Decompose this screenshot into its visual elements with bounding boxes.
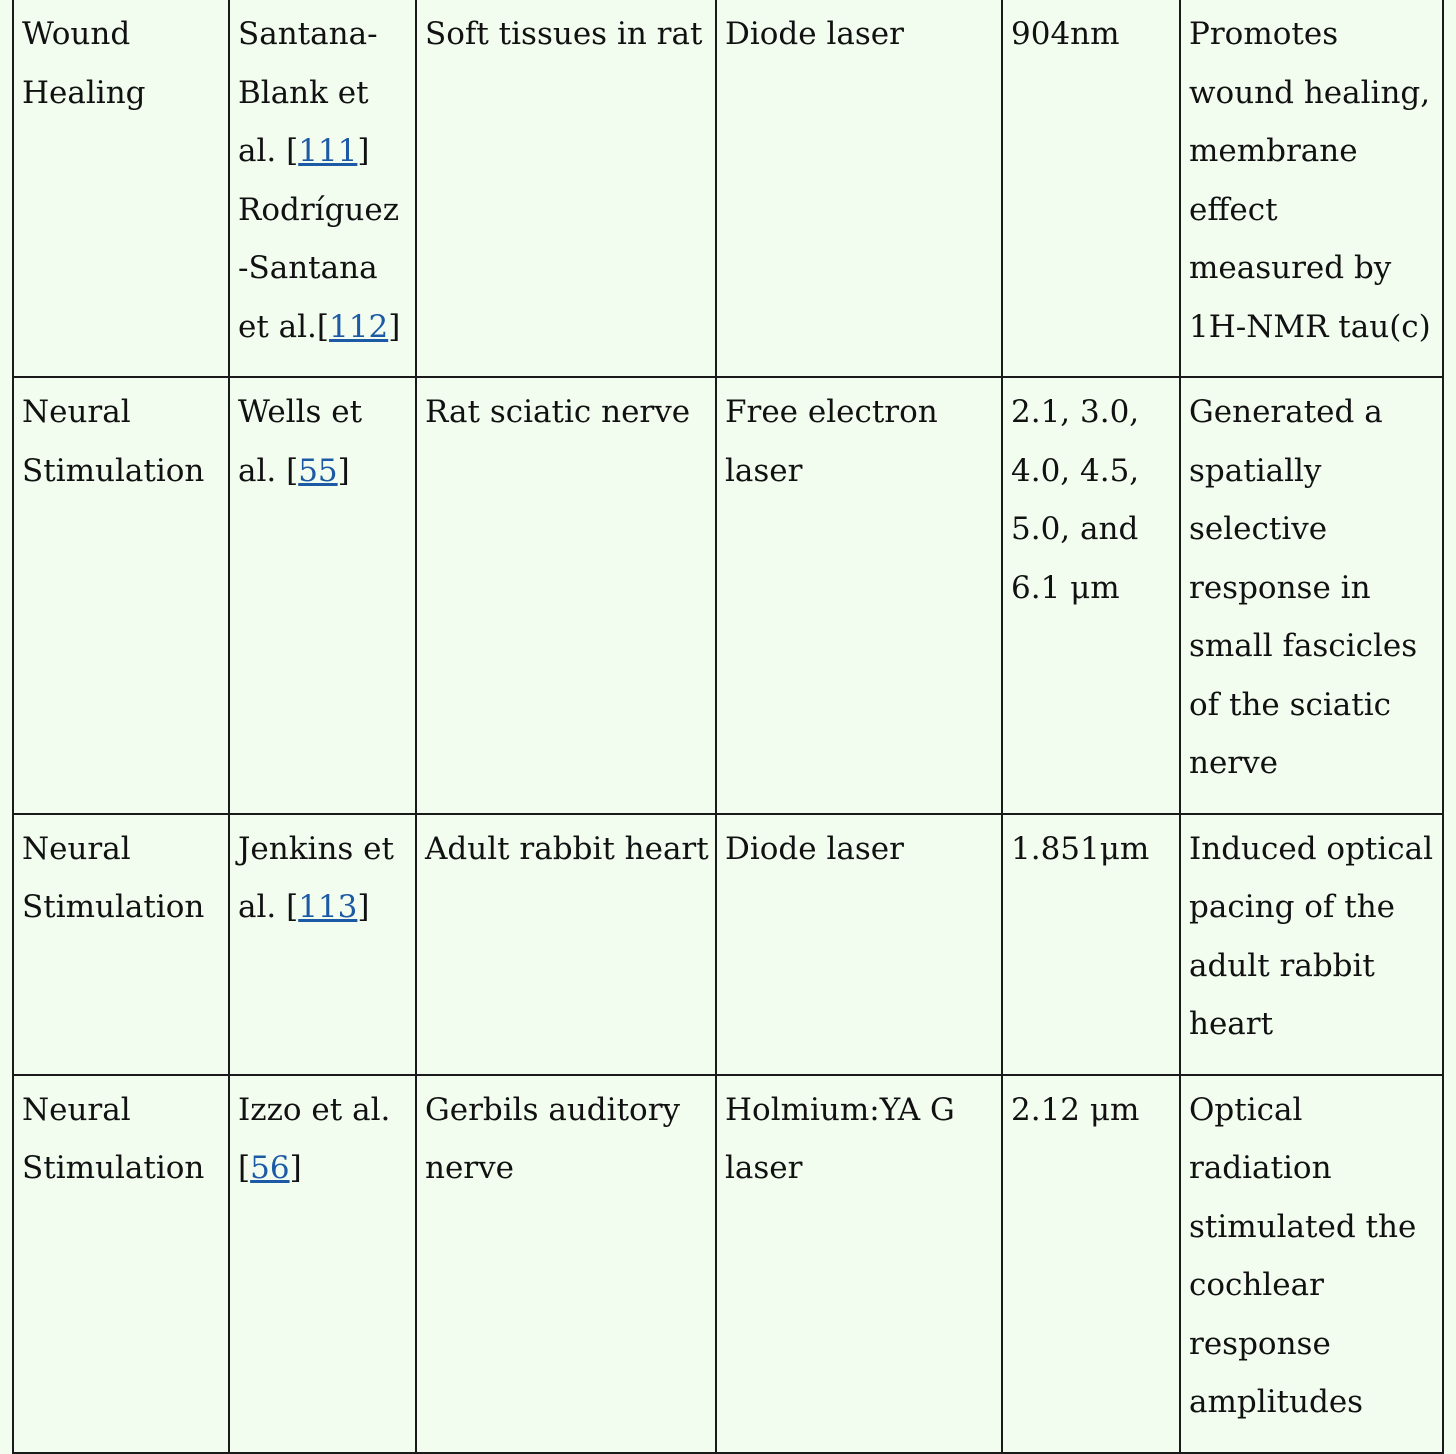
tissue-cell: Rat sciatic nerve [416, 377, 716, 814]
authors-cell [229, 1075, 416, 1453]
reference-link-56[interactable]: 56 [250, 1150, 290, 1186]
table-row [13, 0, 1443, 377]
wavelength-cell: 904nm [1002, 0, 1180, 377]
tissue-cell: Gerbils auditory nerve [416, 1075, 716, 1453]
tissue-cell: Soft tissues in rat [416, 0, 716, 377]
authors-cell [229, 377, 416, 814]
wavelength-cell: 1.851μm [1002, 814, 1180, 1075]
laser-cell: Holmium:YA G laser [716, 1075, 1002, 1453]
laser-cell: Diode laser [716, 0, 1002, 377]
table-row [13, 814, 1443, 1075]
table-row [13, 1075, 1443, 1453]
author-text: Izzo et al. [ [238, 1091, 391, 1186]
reference-link-111[interactable]: 111 [298, 133, 358, 169]
author-text: ] [357, 889, 370, 925]
wavelength-cell: 2.1, 3.0, 4.0, 4.5, 5.0, and 6.1 μm [1002, 377, 1180, 814]
reference-link-112[interactable]: 112 [329, 308, 389, 345]
outcome-cell: Induced optical pacing of the adult rabbit heart [1180, 814, 1443, 1075]
category-cell: Neural Stimulation [13, 377, 229, 814]
laser-cell: Free electron laser [716, 377, 1002, 814]
category-cell: Wound Healing [13, 0, 229, 377]
category-cell: Neural Stimulation [13, 814, 229, 1075]
authors-cell [229, 814, 416, 1075]
outcome-cell: Generated a spatially selective response in small fascicles of the sciatic nerve [1180, 377, 1443, 814]
authors-cell [229, 0, 416, 377]
tissue-cell: Adult rabbit heart [416, 814, 716, 1075]
author-text: Rodríguez-Santana et al.[ [238, 191, 400, 345]
author-text: Jenkins et al. [ [238, 830, 394, 925]
author-text: Wells et al. [ [238, 394, 363, 489]
author-text: ] [388, 308, 401, 345]
laser-applications-table [12, 0, 1444, 1454]
reference-link-55[interactable]: 55 [298, 452, 338, 489]
laser-cell: Diode laser [716, 814, 1002, 1075]
outcome-cell: Optical radiation stimulated the cochlear response amplitudes [1180, 1075, 1443, 1453]
reference-link-113[interactable]: 113 [298, 889, 358, 925]
author-text: ] [289, 1150, 302, 1186]
table-row [13, 377, 1443, 814]
outcome-cell: Promotes wound healing, membrane effect measured by 1H-NMR tau(c) [1180, 0, 1443, 377]
category-cell: Neural Stimulation [13, 1075, 229, 1453]
wavelength-cell: 2.12 μm [1002, 1075, 1180, 1453]
author-text: ] [337, 452, 350, 489]
author-text: ] [357, 133, 370, 169]
author-text: Santana-Blank et al. [ [238, 16, 378, 169]
